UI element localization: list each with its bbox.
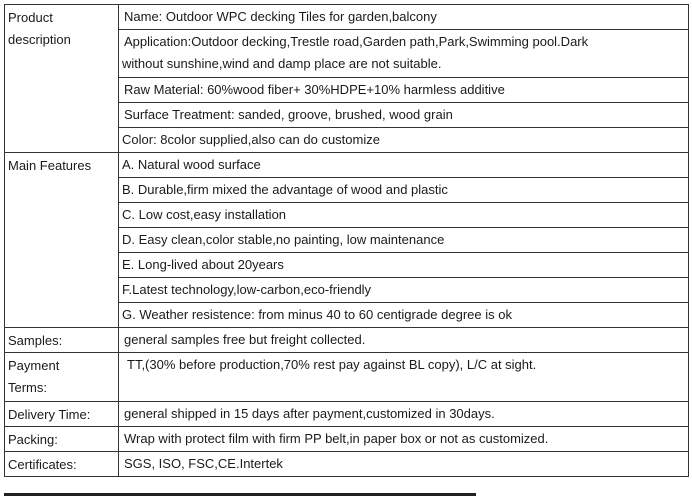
application-line1: Application:Outdoor decking,Trestle road,Garden path,Park,Swimming pool.Dark bbox=[124, 34, 589, 49]
spec-row-delivery-time bbox=[5, 402, 689, 427]
spec-row-packing bbox=[5, 427, 689, 452]
spec-row-feature-a bbox=[5, 153, 689, 178]
payment-terms-value: TT,(30% before production,70% rest pay against BL copy), L/C at sight. bbox=[119, 353, 689, 402]
payment-terms-label-line1: Payment bbox=[8, 358, 60, 373]
samples-label: Samples: bbox=[5, 328, 119, 353]
application-line2: without sunshine,wind and damp place are not suitable. bbox=[122, 56, 442, 71]
feature-item: G. Weather resistence: from minus 40 to 60 centigrade degree is ok bbox=[119, 303, 689, 328]
packing-label: Packing: bbox=[5, 427, 119, 452]
samples-value: general samples free but freight collected. bbox=[119, 328, 689, 353]
feature-item: C. Low cost,easy installation bbox=[119, 203, 689, 228]
product-description-label bbox=[5, 5, 119, 153]
spec-row-samples bbox=[5, 328, 689, 353]
spec-row-certificates bbox=[5, 452, 689, 477]
certificates-value: SGS, ISO, FSC,CE.Intertek bbox=[119, 452, 689, 477]
packing-value: Wrap with protect film with firm PP belt,in paper box or not as customized. bbox=[119, 427, 689, 452]
application-value bbox=[119, 30, 689, 78]
feature-item: F.Latest technology,low-carbon,eco-friendly bbox=[119, 278, 689, 303]
main-features-label: Main Features bbox=[5, 153, 119, 328]
product-description-label-line1: Product bbox=[8, 10, 53, 25]
bottom-divider bbox=[4, 493, 476, 496]
feature-item: B. Durable,firm mixed the advantage of wood and plastic bbox=[119, 178, 689, 203]
payment-terms-label-line2: Terms: bbox=[8, 380, 47, 395]
raw-material-value: Raw Material: 60%wood fiber+ 30%HDPE+10% harmless additive bbox=[119, 78, 689, 103]
feature-item: A. Natural wood surface bbox=[119, 153, 689, 178]
feature-item: D. Easy clean,color stable,no painting, low maintenance bbox=[119, 228, 689, 253]
color-value: Color: 8color supplied,also can do customize bbox=[119, 128, 689, 153]
payment-terms-label bbox=[5, 353, 119, 402]
spec-row-name bbox=[5, 5, 689, 30]
product-spec-table bbox=[4, 4, 689, 477]
spec-row-payment-terms bbox=[5, 353, 689, 402]
product-name-value: Name: Outdoor WPC decking Tiles for garden,balcony bbox=[119, 5, 689, 30]
product-description-label-line2: description bbox=[8, 32, 71, 47]
delivery-time-value: general shipped in 15 days after payment,customized in 30days. bbox=[119, 402, 689, 427]
certificates-label: Certificates: bbox=[5, 452, 119, 477]
feature-item: E. Long-lived about 20years bbox=[119, 253, 689, 278]
surface-treatment-value: Surface Treatment: sanded, groove, brushed, wood grain bbox=[119, 103, 689, 128]
delivery-time-label: Delivery Time: bbox=[5, 402, 119, 427]
